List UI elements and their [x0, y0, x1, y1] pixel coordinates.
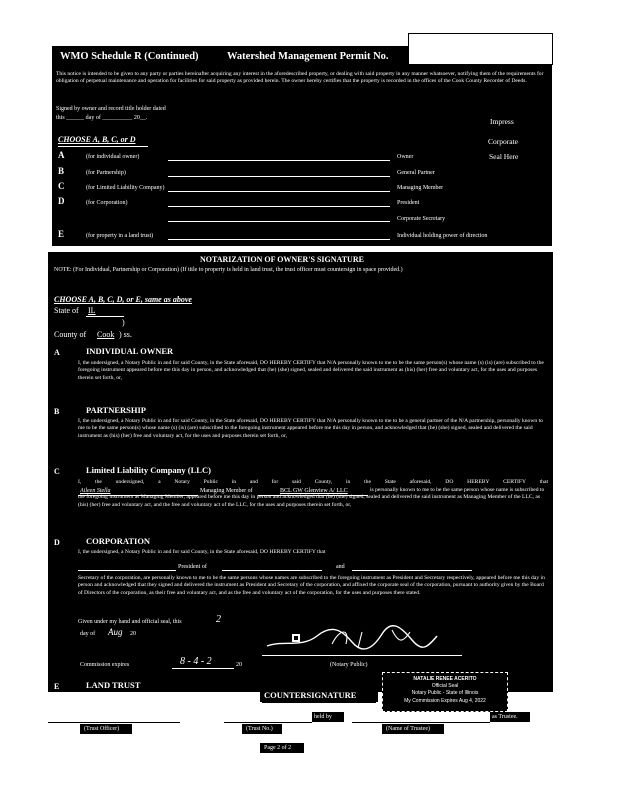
- state-label: State of: [54, 306, 79, 315]
- section-a-text: I, the undersigned, a Notary Public in and for said County, in the State aforesaid, DO HEREBY CERTIFY that N/A personally known to me to be the same person(s) whose name (s) (is) (are) subscribed to the foregoing instrument appeared before me this day in person, and acknowledged that (he) (she) signed, sealed and delivered the said instrument as (his) (her) free and voluntary act, for the uses and purposes therein set forth, or,: [78, 360, 544, 381]
- commission-label: Commission expires: [80, 662, 130, 668]
- state-value: IL: [88, 306, 96, 315]
- state-underline: [86, 316, 124, 317]
- trustee-name-line: [352, 722, 490, 723]
- row-a-signature-line: [168, 160, 390, 161]
- countersignature-title: COUNTERSIGNATURE: [264, 690, 357, 700]
- row-b-role: General Partner: [397, 170, 435, 176]
- county-ss: ) ss.: [119, 330, 132, 339]
- choose-underline: [58, 146, 148, 147]
- commission-value: 8 - 4 - 2: [180, 656, 212, 667]
- held-by-label: held by: [314, 714, 332, 720]
- trust-no-line: [224, 722, 312, 723]
- county-value: Cook: [97, 330, 115, 339]
- countersignature-underline: [262, 702, 376, 703]
- notary-signature-line: [262, 655, 462, 656]
- seal-name: NATALIE RENEE ACERITO: [413, 676, 477, 682]
- commission-line: [172, 668, 234, 669]
- row-e-letter: E: [58, 229, 65, 239]
- section-a-letter: A: [54, 348, 60, 357]
- row-d-signature-line: [168, 206, 390, 207]
- signed-line-1: Signed by owner and record title holder dated: [56, 106, 166, 112]
- county-label: County of: [54, 330, 87, 339]
- row-a-letter: A: [58, 150, 65, 160]
- section-d-president-of: President of: [178, 564, 207, 570]
- section-d-president-name-line: [78, 570, 176, 571]
- notary-choose: CHOOSE A, B, C, D, or E, same as above: [54, 295, 192, 304]
- seal-expires: My Commission Expires Aug 4, 2022: [404, 698, 486, 704]
- given-day: 2: [216, 614, 221, 625]
- row-secretary-role: Corporate Secretary: [397, 216, 446, 222]
- section-c-member-name: Aileen Stella: [80, 488, 111, 494]
- state-paren: ): [122, 318, 125, 327]
- commission-year: 20: [236, 662, 242, 668]
- section-d-and: and: [336, 564, 345, 570]
- trust-no-caption: (Trust No.): [246, 726, 273, 732]
- notary-title: NOTARIZATION OF OWNER'S SIGNATURE: [200, 255, 364, 264]
- row-c-role: Managing Member: [397, 185, 444, 191]
- seal-official: Official Seal: [431, 683, 459, 689]
- row-secretary-signature-line: [168, 221, 390, 222]
- row-e-desc: (for property in a land trust): [86, 233, 154, 239]
- row-e-role: Individual holding power of direction: [397, 233, 488, 239]
- section-d-text-start: I, the undersigned, a Notary Public in and for said County, in the State aforesaid, DO HEREBY CERTIFY that: [78, 549, 326, 555]
- section-d-letter: D: [54, 538, 60, 547]
- section-b-text: I, the undersigned, a Notary Public in and for said County, in the State aforesaid, DO HEREBY CERTIFY that N/A personally known to me to be a general partner of the N/A partnership, personally known to me to be the same person(s) whose name (s) (is) (are) subscribed to the foregoing instrument appeared before me this day in person, and acknowledged that (he) (she) signed, sealed and delivered the said instrument as (his) (her) free and voluntary act, for the uses and purposes therein set forth, or,: [78, 418, 543, 439]
- trust-officer-line: [48, 722, 180, 723]
- notary-note: NOTE: (For Individual, Partnership or Corporation) (If title to property is held in land trust, the trust officer must countersign in space provided.): [54, 267, 403, 273]
- section-e-title: LAND TRUST: [86, 680, 141, 690]
- row-d-role: President: [397, 200, 420, 206]
- section-c-text-rest: is personally known to me to be the same person whose name is subscribed to the foregoing instrument as Managing Member, appeared before me this day in person and acknowledged that (he) (she) signed, sealed and delivered the said instrument as Managing Member of the LLC, as (his) (her) free and voluntary act, and the free and voluntary act of the LLC, for the uses and purposes therein set forth, or,: [78, 487, 545, 508]
- section-e-letter: E: [54, 682, 60, 691]
- corporate-label: Corporate: [488, 137, 518, 146]
- name-trustee-caption: (Name of Trustee): [386, 726, 430, 732]
- section-a-title: INDIVIDUAL OWNER: [86, 346, 174, 356]
- choose-abcd: CHOOSE A, B, C, or D: [58, 135, 136, 144]
- row-e-signature-line: [168, 239, 390, 240]
- section-c-text-start: I, the undersigned, a Notary Public in and for said County, in the State aforesaid, DO HEREBY CERTIFY that: [78, 479, 548, 485]
- schedule-notice: This notice is intended to be given to any party or parties hereinafter acquiring any interest in the aforedescribed property, or dealing with said property in any manner whatsoever, notifying them of the requirements for obligation of perpetual maintenance and operation for facilities for said property as provided herein. The owner hereby certifies that the property is recorded in the offices of the Cook County Recorder of Deeds.: [56, 71, 544, 85]
- permit-number-box: [408, 33, 553, 65]
- given-year: 20: [130, 631, 136, 637]
- day-of-label: day of: [80, 631, 96, 637]
- section-c-managing: Managing Member of: [200, 488, 253, 494]
- section-c-title: Limited Liability Company (LLC): [86, 465, 211, 475]
- page-number: Page 2 of 2: [264, 745, 292, 751]
- section-d-corp-line: [222, 570, 322, 571]
- permit-title: Watershed Management Permit No.: [227, 51, 389, 62]
- notary-signature: [262, 622, 462, 656]
- section-d-secretary-line: [352, 570, 472, 571]
- as-trustee-label: as Trustee.: [492, 714, 518, 720]
- section-b-letter: B: [54, 407, 60, 416]
- row-d-letter: D: [58, 196, 65, 206]
- section-c-llc-name: BCL GW Glenview A/ LLC: [280, 488, 348, 494]
- row-c-desc: (for Limited Liability Company): [86, 185, 165, 191]
- seal-state: Notary Public - State of Illinois: [411, 690, 479, 696]
- section-c-letter: C: [54, 467, 60, 476]
- section-d-text-rest: Secretary of the corporation, are personally known to me to be the same persons whose names are subscribed to the foregoing instrument as President and Secretary respectively, appeared before me this day in person and acknowledged that they signed and delivered the instrument as President and Secretary of the corporation, and affixed the corporate seal of the corporation, pursuant to authority given by the Board of Directors of the corporation, as their free and voluntary act, and as the free and voluntary act of the corporation, for the uses and purposes there stated.: [78, 575, 545, 596]
- row-d-desc: (for Corporation): [86, 200, 128, 206]
- section-d-title: CORPORATION: [86, 536, 151, 546]
- impress-label: Impress: [490, 117, 514, 126]
- row-c-signature-line: [168, 191, 390, 192]
- row-b-signature-line: [168, 176, 390, 177]
- schedule-title: WMO Schedule R (Continued): [60, 51, 199, 62]
- notary-seal: [382, 672, 508, 712]
- row-a-desc: (for individual owner): [86, 154, 140, 160]
- seal-here-label: Seal Here: [489, 152, 519, 161]
- trust-officer-caption: (Trust Officer): [84, 726, 120, 732]
- signed-line-2: this ______ day of __________ 20__.: [56, 115, 148, 121]
- given-text: Given under my hand and official seal, this: [78, 619, 182, 625]
- row-c-letter: C: [58, 181, 65, 191]
- row-a-role: Owner: [397, 154, 414, 160]
- notary-public-label: (Notary Public): [330, 662, 368, 668]
- row-b-letter: B: [58, 166, 65, 176]
- day-of-value: Aug: [108, 627, 123, 637]
- row-b-desc: (for Partnership): [86, 170, 126, 176]
- section-b-title: PARTNERSHIP: [86, 405, 146, 415]
